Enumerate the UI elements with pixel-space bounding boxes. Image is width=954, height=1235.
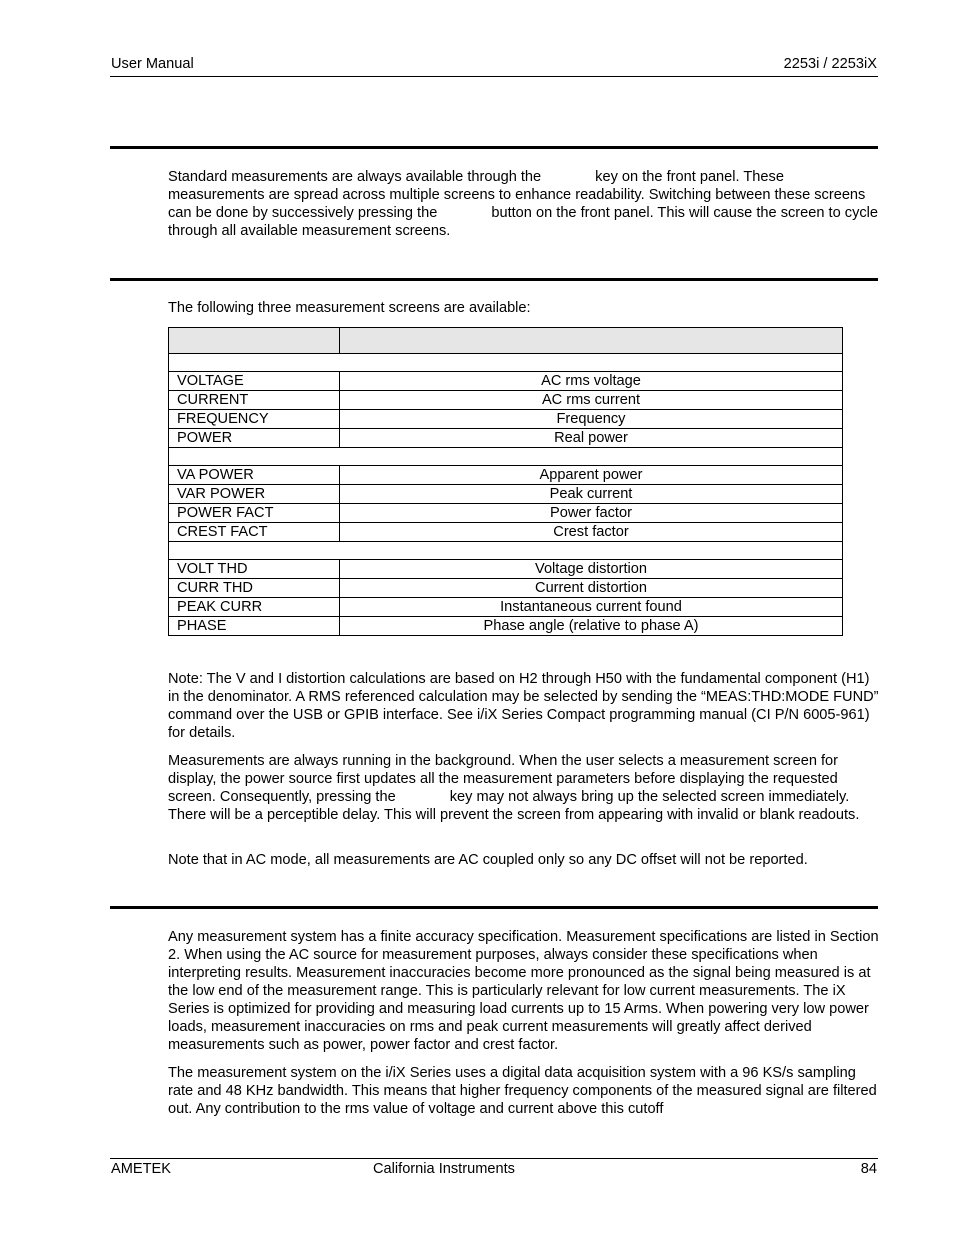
table-row	[169, 579, 843, 598]
parameter-name-cell: FREQUENCY	[169, 410, 340, 429]
table-header-cell	[340, 328, 843, 354]
table-row	[169, 372, 843, 391]
table-spacer-row	[169, 448, 843, 466]
table-row	[169, 598, 843, 617]
parameter-description-cell: AC rms voltage	[340, 372, 843, 391]
section-divider-screens	[110, 278, 878, 281]
parameter-name-cell: VA POWER	[169, 466, 340, 485]
table-row	[169, 391, 843, 410]
parameter-description-cell: Current distortion	[340, 579, 843, 598]
parameter-name-cell: POWER	[169, 429, 340, 448]
background-text-1: Measurements are always running in the background. When the user selects a measurement screen for display, the power source first updates all the measurement parameters before displaying the requested screen. Consequently, pressing the	[168, 753, 839, 805]
table-row	[169, 617, 843, 636]
header-model-number: 2253i / 2253iX	[783, 56, 877, 72]
table-spacer-cell	[169, 354, 843, 372]
table-row	[169, 410, 843, 429]
intro-paragraph	[168, 168, 880, 240]
table-row	[169, 485, 843, 504]
intro-text-1: Standard measurements are always available through the	[168, 169, 542, 185]
parameter-description-cell: Phase angle (relative to phase A)	[340, 617, 843, 636]
parameter-description-cell: Crest factor	[340, 523, 843, 542]
parameter-name-cell: VOLTAGE	[169, 372, 340, 391]
table-row	[169, 429, 843, 448]
parameter-name-cell: VAR POWER	[169, 485, 340, 504]
section-divider-standard	[110, 146, 878, 149]
parameter-description-cell: Apparent power	[340, 466, 843, 485]
ac-coupling-note: Note that in AC mode, all measurements are AC coupled only so any DC offset will not be reported.	[168, 852, 808, 868]
background-text-2: key may not always bring up the selected screen immediately. There will be a perceptible delay. This will prevent the screen from appearing with invalid or blank readouts.	[168, 789, 860, 823]
table-header-row	[169, 328, 843, 354]
header-manual-title: User Manual	[111, 56, 194, 72]
parameter-description-cell: Power factor	[340, 504, 843, 523]
parameter-name-cell: POWER FACT	[169, 504, 340, 523]
table-row	[169, 560, 843, 579]
footer-divider	[110, 1158, 878, 1159]
parameter-name-cell: PEAK CURR	[169, 598, 340, 617]
parameter-name-cell: CURR THD	[169, 579, 340, 598]
table-row	[169, 466, 843, 485]
table-header-cell	[169, 328, 340, 354]
intro-text-2: key on the front panel. These measurements are spread across multiple screens to enhance readability. Switching between these screens can be done by successively pressing the	[168, 169, 866, 221]
accuracy-paragraph-1: Any measurement system has a finite accuracy specification. Measurement specifications are listed in Section 2. When using the AC source for measurement purposes, always consider these specifications when interpreting results. Measurement inaccuracies become more pronounced as the signal being measured is at the low end of the measurement range. This is particularly relevant for low current measurements. The iX Series is optimized for providing and measuring load currents up to 15 Arms. When powering very low power loads, measurement inaccuracies on rms and peak current measurements will greatly affect derived measurements such as power, power factor and crest factor.	[168, 929, 879, 1053]
table-spacer-cell	[169, 542, 843, 560]
measurement-screens-table	[168, 327, 843, 636]
table-row	[169, 504, 843, 523]
table-spacer-row	[169, 542, 843, 560]
background-paragraph	[168, 752, 880, 824]
footer-page-number: 84	[860, 1161, 877, 1177]
intro-text-3: button on the front panel. This will cause the screen to cycle through all available measurement screens.	[168, 205, 879, 239]
parameter-description-cell: Frequency	[340, 410, 843, 429]
table-spacer-cell	[169, 448, 843, 466]
table-row	[169, 523, 843, 542]
parameter-description-cell: Peak current	[340, 485, 843, 504]
parameter-description-cell: AC rms current	[340, 391, 843, 410]
section-divider-accuracy	[110, 906, 878, 909]
accuracy-paragraph-2: The measurement system on the i/iX Series uses a digital data acquisition system with a 96 KS/s sampling rate and 48 KHz bandwidth. This means that higher frequency components of the measured signal are filtered out. Any contribution to the rms value of voltage and current above this cutoff	[168, 1065, 877, 1117]
parameter-description-cell: Instantaneous current found	[340, 598, 843, 617]
parameter-name-cell: PHASE	[169, 617, 340, 636]
footer-division: California Instruments	[373, 1161, 515, 1177]
parameter-name-cell: CURRENT	[169, 391, 340, 410]
footer-company: AMETEK	[111, 1161, 172, 1177]
parameter-name-cell: VOLT THD	[169, 560, 340, 579]
parameter-name-cell: CREST FACT	[169, 523, 340, 542]
distortion-note: Note: The V and I distortion calculations are based on H2 through H50 with the fundamental component (H1) in the denominator. A RMS referenced calculation may be selected by sending the “MEAS:THD:MODE FUND” command over the USB or GPIB interface. See i/iX Series Compact programming manual (CI P/N 6005-961) for details.	[168, 671, 879, 741]
table-spacer-row	[169, 354, 843, 372]
parameter-description-cell: Voltage distortion	[340, 560, 843, 579]
header-divider	[110, 76, 878, 77]
parameter-description-cell: Real power	[340, 429, 843, 448]
screens-lead: The following three measurement screens are available:	[168, 300, 531, 316]
